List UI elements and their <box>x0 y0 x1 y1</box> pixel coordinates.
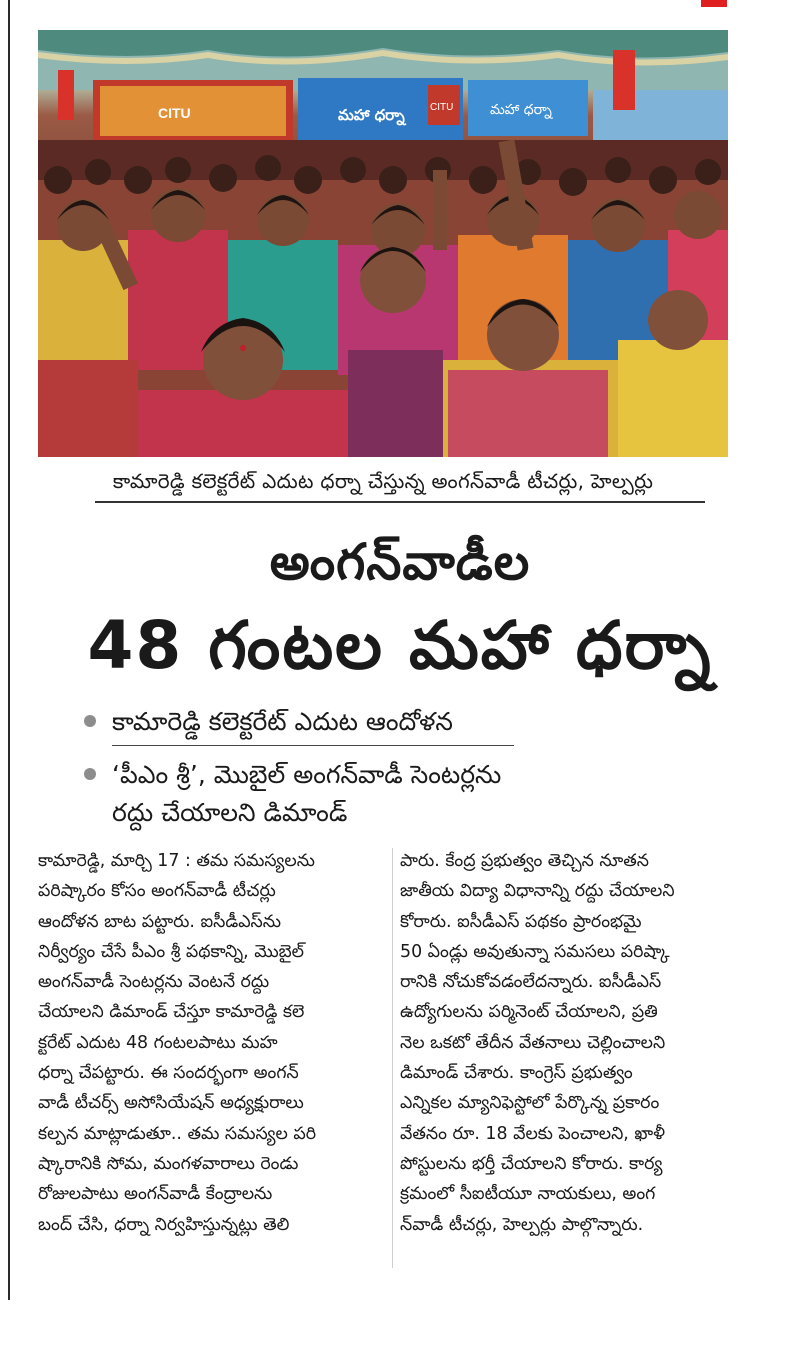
article-line: న్‌వాడీ టీచర్లు, హెల్పర్లు పాల్గొన్నారు. <box>400 1214 644 1235</box>
headline-line-2: 48 గంటల మహా ధర్నా <box>87 607 713 684</box>
article-line: ష్కారానికి సోమ, మంగళవారాలు రెండు <box>38 1153 299 1174</box>
article-line: రానికి నోచుకోవడంలేదన్నారు. ఐసీడీఎస్ <box>400 972 662 993</box>
article-line: ధర్నా చేపట్టారు. ఈ సందర్భంగా అంగన్ <box>38 1063 299 1084</box>
highlight-bullet-2-continuation: రద్దు చేయాలని డిమాండ్ <box>112 798 348 827</box>
article-line: పరిష్కారం కోసం అంగన్‌వాడీ టీచర్లు <box>38 881 276 902</box>
highlight-bullet-1-text: కామారెడ్డి కలెక్టరేట్ ఎదుట ఆందోళన <box>112 707 453 736</box>
article-line: నెల ఒకటో తేదీన వేతనాలు చెల్లించాలని <box>400 1032 666 1053</box>
article-line: ఆందోళన బాట పట్టారు. ఐసీడీఎస్‌ను <box>38 911 281 932</box>
article-line: క్రమంలో సీఐటీయూ నాయకులు, అంగ <box>400 1184 656 1205</box>
bullet-divider <box>112 745 514 746</box>
banner-text-3: CITU <box>430 102 454 113</box>
article-line: పోస్టులను భర్తీ చేయాలని కోరారు. కార్య <box>400 1153 663 1174</box>
article-line: చేయాలని డిమాండ్ చేస్తూ కామారెడ్డి కలె <box>38 1002 305 1023</box>
bullet-icon <box>84 715 96 727</box>
article-line: జాతీయ విద్యా విధానాన్ని రద్దు చేయాలని <box>400 881 675 902</box>
highlight-bullet-2 <box>84 757 501 793</box>
article-line: వాడీ టీచర్స్ అసోసియేషన్ అధ్యక్షురాలు <box>38 1093 304 1114</box>
highlight-bullet-1 <box>84 704 453 740</box>
bullet-icon <box>84 768 96 780</box>
article-line: ఎన్నికల మ్యానిఫెస్టోలో పేర్కొన్న ప్రకారం <box>400 1093 660 1114</box>
protest-crowd-image <box>38 30 728 457</box>
article-column-right <box>400 846 752 1240</box>
banner-text-1: CITU <box>158 105 191 121</box>
photo-caption: కామారెడ్డి కలెక్టరేట్ ఎదుట ధర్నా చేస్తున్న అంగన్‌వాడీ టీచర్లు, హెల్పర్లు <box>112 469 654 493</box>
article-line: కల్పన మాట్లాడుతూ.. తమ సమస్యల పరి <box>38 1123 317 1144</box>
caption-underline <box>95 501 705 503</box>
column-divider <box>392 848 393 1268</box>
page-corner-marker <box>701 0 727 7</box>
article-column-left <box>38 846 390 1240</box>
article-line: పారు. కేంద్ర ప్రభుత్వం తెచ్చిన నూతన <box>400 851 649 871</box>
article-line: వేతనం రూ. 18 వేలకు పెంచాలని, ఖాళీ <box>400 1123 666 1144</box>
article-line: నిర్వీర్యం చేసే పీఎం శ్రీ పథకాన్ని, మొబైల్ <box>38 941 305 962</box>
article-line: కోరారు. ఐసీడీఎస్ పథకం ప్రారంభమై <box>400 911 642 932</box>
article-line: కామారెడ్డి, మార్చి 17 : తమ సమస్యలను <box>38 851 315 871</box>
headline-line-1: అంగన్‌వాడీల <box>269 533 531 591</box>
news-photo <box>38 30 728 457</box>
article-line: ఉద్యోగులను పర్మినెంట్ చేయాలని, ప్రతి <box>400 1002 658 1023</box>
highlight-bullet-2-text: ‘పీఎం శ్రీ’, మొబైల్ అంగన్‌వాడీ సెంటర్లను <box>112 760 502 789</box>
article-line: క్టరేట్ ఎదుట 48 గంటలపాటు మహ <box>38 1032 278 1053</box>
article-line: బంద్ చేసి, ధర్నా నిర్వహిస్తున్నట్లు తెలి <box>38 1214 290 1235</box>
banner-text-2: మహా ధర్నా <box>338 106 405 124</box>
article-line: డిమాండ్ చేశారు. కాంగ్రెస్ ప్రభుత్వం <box>400 1063 633 1084</box>
banner-text-4: మహా ధర్నా <box>490 102 552 118</box>
article-line: రోజులపాటు అంగన్‌వాడీ కేంద్రాలను <box>38 1184 273 1205</box>
article-line: అంగన్‌వాడీ సెంటర్లను వెంటనే రద్దు <box>38 972 270 993</box>
article-line: 50 ఏండ్లు అవుతున్నా సమసలు పరిష్కా <box>400 941 670 962</box>
